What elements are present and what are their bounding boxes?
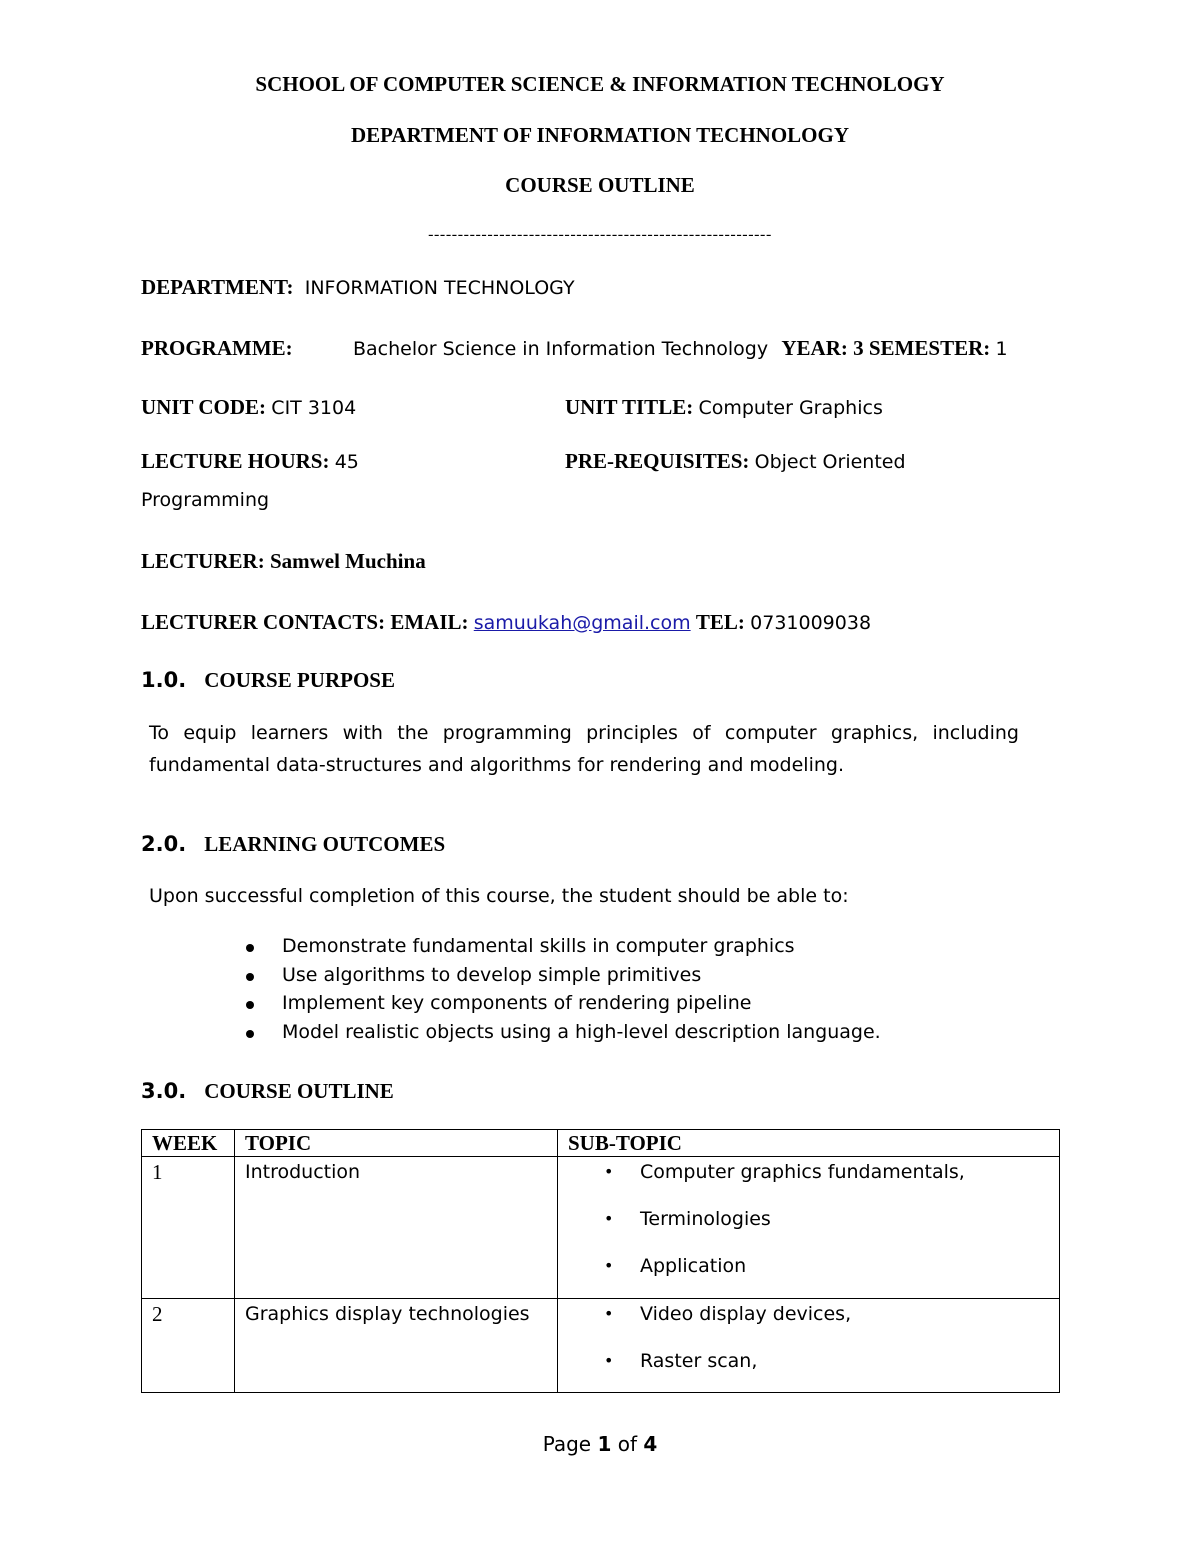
bullet-icon: • [604, 1162, 614, 1181]
purpose-text-line-2: fundamental data-structures and algorithms for rendering and modeling. [149, 754, 845, 776]
list-item: Model realistic objects using a high-level description language. [240, 1018, 881, 1047]
lecture-hours-label: LECTURE HOURS: [141, 449, 330, 473]
programme-label: PROGRAMME: [141, 336, 293, 360]
column-header-week: WEEK [142, 1130, 235, 1157]
section-title: COURSE OUTLINE [204, 1079, 394, 1103]
table-header-row [142, 1130, 1060, 1157]
purpose-text-line-1: To equip learners with the programming principles of computer graphics, including [149, 722, 1019, 744]
section-number: 2.0. [141, 832, 187, 856]
list-item: • Raster scan, [604, 1350, 758, 1372]
topic-cell: Graphics display technologies [235, 1299, 558, 1393]
bullet-icon: • [604, 1304, 614, 1323]
list-item: Use algorithms to develop simple primitives [240, 961, 881, 990]
year-value: 3 [853, 336, 864, 360]
programme-value: Bachelor Science in Information Technology [353, 338, 769, 360]
unit-title-value: Computer Graphics [698, 397, 883, 419]
subtopic-list [568, 1159, 1049, 1279]
tel-value: 0731009038 [750, 612, 872, 634]
section-purpose-heading [141, 668, 395, 693]
list-item: • Video display devices, [604, 1303, 852, 1325]
week-cell: 2 [142, 1299, 235, 1393]
bullet-icon [246, 973, 254, 981]
prerequisites-value-continued: Programming [141, 489, 270, 511]
section-outcomes-heading [141, 832, 445, 857]
prerequisites-label: PRE-REQUISITES: [565, 449, 750, 473]
column-header-subtopic: SUB-TOPIC [558, 1130, 1060, 1157]
outcomes-intro: Upon successful completion of this course, the student should be able to: [149, 885, 849, 907]
email-link[interactable]: samuukah@gmail.com [473, 612, 691, 634]
unit-title-label: UNIT TITLE: [565, 395, 694, 419]
contacts-label: LECTURER CONTACTS: [141, 610, 386, 634]
bullet-icon: • [604, 1351, 614, 1370]
department-row [141, 275, 575, 300]
list-item: Implement key components of rendering pipeline [240, 989, 881, 1018]
list-item: • Computer graphics fundamentals, [604, 1161, 965, 1183]
lecturer-contacts-row [141, 610, 871, 635]
section-number: 3.0. [141, 1079, 187, 1103]
list-item: Demonstrate fundamental skills in computer graphics [240, 932, 881, 961]
section-title: LEARNING OUTCOMES [204, 832, 446, 856]
department-label: DEPARTMENT: [141, 275, 294, 299]
bullet-icon: • [604, 1256, 614, 1275]
prerequisites-row [565, 449, 906, 474]
separator-line: ---------------------------------------------------------- [428, 226, 772, 243]
column-header-topic: TOPIC [235, 1130, 558, 1157]
bullet-icon [246, 1030, 254, 1038]
list-item: • Terminologies [604, 1208, 771, 1230]
outcomes-list [240, 932, 881, 1046]
bullet-icon [246, 1001, 254, 1009]
subtopic-cell [558, 1299, 1060, 1393]
bullet-icon [246, 944, 254, 952]
tel-label: TEL: [695, 610, 745, 634]
email-label: EMAIL: [390, 610, 469, 634]
department-title: DEPARTMENT OF INFORMATION TECHNOLOGY [350, 123, 850, 147]
table-row [142, 1157, 1060, 1299]
unit-code-label: UNIT CODE: [141, 395, 267, 419]
current-page: 1 [597, 1432, 612, 1456]
school-title: SCHOOL OF COMPUTER SCIENCE & INFORMATION TECHNOLOGY [255, 72, 945, 96]
department-value: INFORMATION TECHNOLOGY [304, 277, 575, 299]
course-outline-table [141, 1129, 1060, 1393]
section-outline-heading [141, 1079, 394, 1104]
lecturer-name: Samwel Muchina [269, 549, 426, 573]
bullet-icon: • [604, 1209, 614, 1228]
subtopic-list [568, 1301, 1049, 1374]
page-number: Page 1 of 4 [542, 1432, 658, 1456]
week-cell: 1 [142, 1157, 235, 1299]
semester-value: 1 [995, 338, 1008, 360]
semester-label: SEMESTER: [868, 336, 991, 360]
unit-title-row [565, 395, 883, 420]
list-item: • Application [604, 1255, 747, 1277]
unit-code-row [141, 395, 356, 420]
unit-code-value: CIT 3104 [271, 397, 357, 419]
document-title: COURSE OUTLINE [505, 173, 695, 197]
year-label: YEAR: [781, 336, 848, 360]
lecture-hours-value: 45 [334, 451, 359, 473]
subtopic-cell [558, 1157, 1060, 1299]
section-number: 1.0. [141, 668, 187, 692]
section-title: COURSE PURPOSE [204, 668, 395, 692]
total-pages: 4 [643, 1432, 658, 1456]
lecturer-row [141, 549, 426, 574]
lecturer-label: LECTURER: [141, 549, 265, 573]
prerequisites-value: Object Oriented [754, 451, 906, 473]
topic-cell: Introduction [235, 1157, 558, 1299]
table-row [142, 1299, 1060, 1393]
programme-row [353, 336, 1008, 361]
lecture-hours-row [141, 449, 359, 474]
